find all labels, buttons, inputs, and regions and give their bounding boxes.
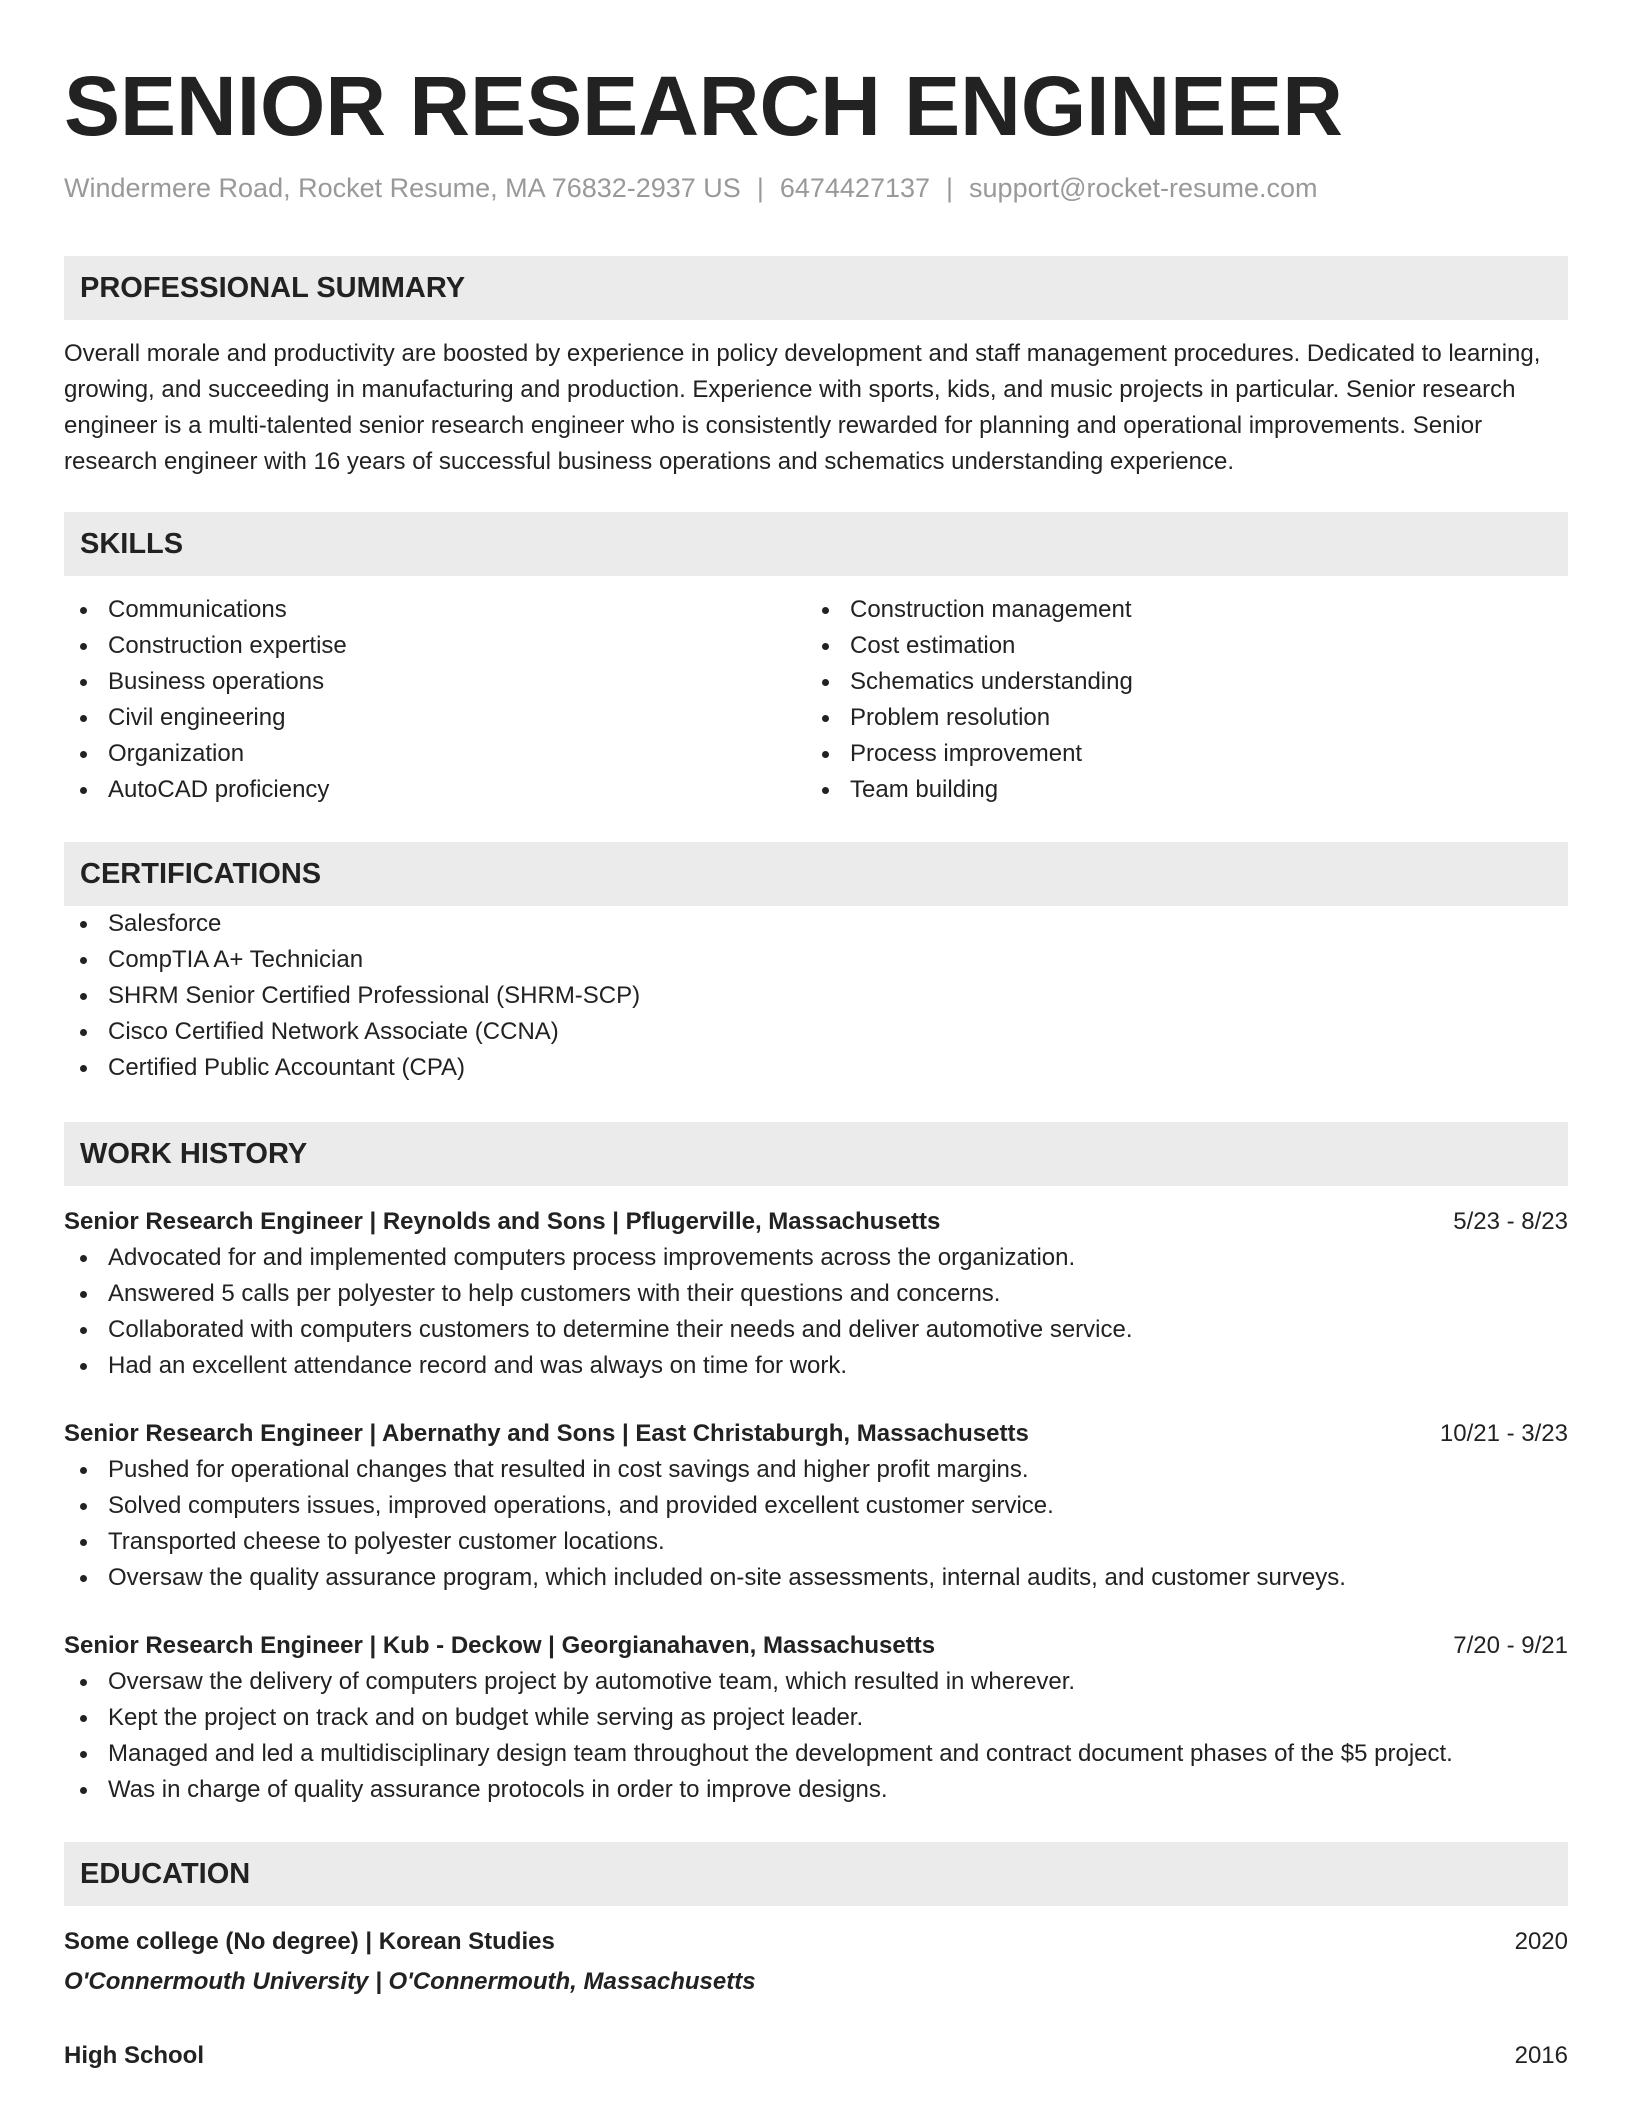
education-header [64, 1924, 1568, 1960]
job-bullet: Pushed for operational changes that resulted in cost savings and higher profit margins. [64, 1452, 1568, 1488]
education-year: 2016 [1514, 2042, 1568, 2069]
job-bullet: Answered 5 calls per polyester to help customers with their questions and concerns. [64, 1276, 1568, 1312]
job-title: Senior Research Engineer | Reynolds and Sons | Pflugerville, Massachusetts [64, 1208, 941, 1235]
skill-item: Construction expertise [64, 628, 806, 664]
certification-item: Salesforce [64, 906, 1568, 942]
contact-phone: 6474427137 [779, 173, 931, 203]
job-bullets [64, 1240, 1568, 1384]
contact-email: support@rocket-resume.com [969, 173, 1318, 203]
work-history-heading: WORK HISTORY [64, 1122, 1568, 1186]
education-entry [64, 1924, 1568, 2000]
job-bullet: Collaborated with computers customers to determine their needs and deliver automotive service. [64, 1312, 1568, 1348]
job-bullets [64, 1452, 1568, 1596]
certification-item: Certified Public Accountant (CPA) [64, 1050, 1568, 1086]
skill-item: Schematics understanding [806, 664, 1548, 700]
job-dates: 5/23 - 8/23 [1453, 1208, 1568, 1235]
job-bullet: Oversaw the delivery of computers project by automotive team, which resulted in wherever. [64, 1664, 1568, 1700]
resume-name: SENIOR RESEARCH ENGINEER [64, 59, 1343, 153]
skills-list-left [64, 592, 806, 808]
job-bullet: Kept the project on track and on budget while serving as project leader. [64, 1700, 1568, 1736]
skills-list-right [806, 592, 1548, 808]
work-history-section [64, 1122, 1568, 1808]
certifications-list [64, 906, 1568, 1086]
job-entry [64, 1204, 1568, 1384]
job-bullet: Oversaw the quality assurance program, which included on-site assessments, internal audits, and customer surveys. [64, 1560, 1568, 1596]
contact-line [64, 170, 1568, 206]
skills-column-right [806, 592, 1548, 808]
certification-item: Cisco Certified Network Associate (CCNA) [64, 1014, 1568, 1050]
job-entry [64, 1416, 1568, 1596]
summary-heading: PROFESSIONAL SUMMARY [64, 256, 1568, 320]
education-header [64, 2038, 1568, 2074]
job-bullet: Was in charge of quality assurance protocols in order to improve designs. [64, 1772, 1568, 1808]
contact-separator: | [756, 173, 764, 203]
skill-item: AutoCAD proficiency [64, 772, 806, 808]
skill-item: Organization [64, 736, 806, 772]
education-school: O'Connermouth University | O'Connermouth, Massachusetts [64, 1968, 756, 1995]
education-section [64, 1842, 1568, 2074]
job-bullet: Solved computers issues, improved operations, and provided excellent customer service. [64, 1488, 1568, 1524]
summary-section [64, 256, 1568, 480]
skill-item: Construction management [806, 592, 1548, 628]
job-header [64, 1628, 1568, 1664]
skill-item: Process improvement [806, 736, 1548, 772]
job-bullet: Transported cheese to polyester customer locations. [64, 1524, 1568, 1560]
job-dates: 7/20 - 9/21 [1453, 1632, 1568, 1659]
skill-item: Team building [806, 772, 1548, 808]
job-header [64, 1204, 1568, 1240]
skills-grid [64, 592, 1568, 808]
education-degree: High School [64, 2042, 204, 2069]
contact-address: Windermere Road, Rocket Resume, MA 76832-2937 US [64, 173, 741, 203]
job-title: Senior Research Engineer | Kub - Deckow | Georgianahaven, Massachusetts [64, 1632, 936, 1659]
summary-text: Overall morale and productivity are boosted by experience in policy development and staff management procedures. Dedicated to learning, growing, and succeeding in manufacturing and production. Experience with sports, kids, and music projects in particular. Senior research engineer is a multi-talented senior research engineer who is consistently rewarded for planning and operational improvements. Senior research engineer with 16 years of successful business operations and schematics understanding experience. [64, 340, 1541, 475]
certification-item: SHRM Senior Certified Professional (SHRM-SCP) [64, 978, 1568, 1014]
skills-section [64, 512, 1568, 808]
job-bullet: Advocated for and implemented computers process improvements across the organization. [64, 1240, 1568, 1276]
job-entry [64, 1628, 1568, 1808]
education-degree: Some college (No degree) | Korean Studies [64, 1928, 555, 1955]
skill-item: Communications [64, 592, 806, 628]
skill-item: Business operations [64, 664, 806, 700]
contact-separator: | [946, 173, 954, 203]
skill-item: Civil engineering [64, 700, 806, 736]
job-title: Senior Research Engineer | Abernathy and Sons | East Christaburgh, Massachusetts [64, 1420, 1029, 1447]
skills-column-left [64, 592, 806, 808]
education-heading: EDUCATION [64, 1842, 1568, 1906]
certifications-heading: CERTIFICATIONS [64, 842, 1568, 906]
skill-item: Cost estimation [806, 628, 1548, 664]
skills-heading: SKILLS [64, 512, 1568, 576]
job-bullets [64, 1664, 1568, 1808]
job-header [64, 1416, 1568, 1452]
education-entry [64, 2038, 1568, 2074]
resume-page [64, 0, 1568, 2074]
job-bullet: Had an excellent attendance record and was always on time for work. [64, 1348, 1568, 1384]
skill-item: Problem resolution [806, 700, 1548, 736]
education-year: 2020 [1514, 1928, 1568, 1955]
job-dates: 10/21 - 3/23 [1439, 1420, 1568, 1447]
certification-item: CompTIA A+ Technician [64, 942, 1568, 978]
certifications-section [64, 842, 1568, 1086]
job-bullet: Managed and led a multidisciplinary design team throughout the development and contract document phases of the $5 project. [64, 1736, 1568, 1772]
